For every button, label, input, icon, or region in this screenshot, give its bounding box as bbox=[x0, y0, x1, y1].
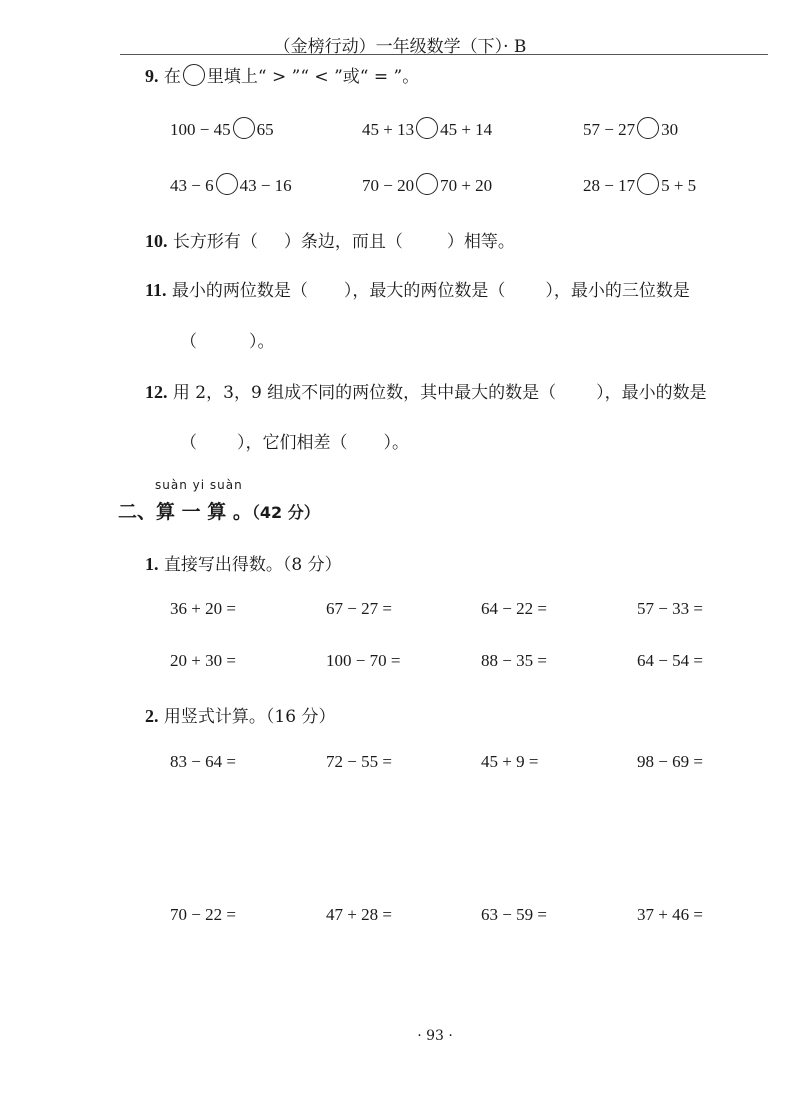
math-problem: 45 + 9 = bbox=[481, 752, 539, 771]
compare-circle-blank[interactable] bbox=[637, 173, 659, 195]
question-text: （ bbox=[180, 332, 197, 352]
compare-circle-blank[interactable] bbox=[416, 117, 438, 139]
question-text: 用竖式计算。（16 分） bbox=[163, 707, 336, 727]
question-text: 直接写出得数。（8 分） bbox=[163, 555, 342, 575]
question-number: 2. bbox=[145, 706, 159, 726]
question-text: 最小的两位数是（ bbox=[171, 281, 308, 301]
question-text: ）相等。 bbox=[446, 232, 515, 252]
page-number: · 93 · bbox=[417, 1028, 453, 1044]
compare-right: 43 − 16 bbox=[239, 176, 292, 195]
compare-item bbox=[583, 117, 678, 140]
section-pinyin: suàn yi suàn bbox=[155, 478, 243, 492]
math-problem: 47 + 28 = bbox=[326, 905, 392, 924]
compare-left: 45 + 13 bbox=[362, 120, 415, 139]
compare-right: 70 + 20 bbox=[440, 176, 493, 195]
compare-left: 57 − 27 bbox=[583, 120, 636, 139]
question-number: 9. bbox=[145, 66, 159, 86]
question-text: 长方形有（ bbox=[172, 232, 258, 252]
question-text: ），最小的数是 bbox=[596, 383, 707, 403]
math-problem: 100 − 70 = bbox=[326, 651, 401, 670]
compare-item bbox=[362, 117, 492, 140]
question-text: ），最大的两位数是（ bbox=[343, 281, 506, 301]
question-11-continued bbox=[180, 327, 275, 352]
question-number: 1. bbox=[145, 554, 159, 574]
compare-circle-blank[interactable] bbox=[637, 117, 659, 139]
question-text-before: 在 bbox=[163, 67, 181, 87]
question-text: ），最小的三位数是 bbox=[545, 281, 690, 301]
compare-right: 5 + 5 bbox=[661, 176, 697, 195]
compare-item bbox=[362, 173, 492, 196]
section-title: 二、算 一 算 。 bbox=[118, 501, 252, 523]
question-11 bbox=[145, 276, 690, 301]
compare-left: 43 − 6 bbox=[170, 176, 214, 195]
compare-circle-blank[interactable] bbox=[233, 117, 255, 139]
compare-right: 65 bbox=[256, 120, 274, 139]
question-number: 12. bbox=[145, 382, 168, 402]
question-text: ），它们相差（ bbox=[237, 433, 348, 453]
compare-item bbox=[583, 173, 696, 196]
compare-right: 30 bbox=[661, 120, 679, 139]
header-divider bbox=[120, 54, 768, 55]
question-12 bbox=[145, 378, 707, 403]
question-10 bbox=[145, 227, 515, 252]
section-points: （42 分） bbox=[251, 503, 320, 522]
math-problem: 63 − 59 = bbox=[481, 905, 547, 924]
section2-question-2 bbox=[145, 702, 335, 727]
question-number: 11. bbox=[145, 280, 167, 300]
compare-circle-blank[interactable] bbox=[216, 173, 238, 195]
question-text: （ bbox=[180, 433, 197, 453]
compare-right: 45 + 14 bbox=[440, 120, 493, 139]
math-problem: 70 − 22 = bbox=[170, 905, 236, 924]
math-problem: 36 + 20 = bbox=[170, 599, 236, 618]
question-text: ）。 bbox=[249, 332, 275, 352]
page-header-title: （金榜行动）一年级数学（下）· B bbox=[273, 37, 527, 57]
math-problem: 64 − 54 = bbox=[637, 651, 703, 670]
compare-left: 70 − 20 bbox=[362, 176, 415, 195]
math-problem: 67 − 27 = bbox=[326, 599, 392, 618]
section2-question-1 bbox=[145, 550, 342, 575]
question-text-after: 里填上“ > ”“ < ”或“ = ”。 bbox=[206, 67, 420, 87]
question-text: 用 2，3，9 组成不同的两位数，其中最大的数是（ bbox=[172, 383, 557, 403]
question-text: ）条边，而且（ bbox=[283, 232, 403, 252]
question-12-continued bbox=[180, 428, 409, 453]
math-problem: 88 − 35 = bbox=[481, 651, 547, 670]
compare-left: 28 − 17 bbox=[583, 176, 636, 195]
math-problem: 57 − 33 = bbox=[637, 599, 703, 618]
question-9 bbox=[145, 62, 419, 87]
math-problem: 72 − 55 = bbox=[326, 752, 392, 771]
math-problem: 20 + 30 = bbox=[170, 651, 236, 670]
math-problem: 64 − 22 = bbox=[481, 599, 547, 618]
compare-item bbox=[170, 173, 292, 196]
math-problem: 98 − 69 = bbox=[637, 752, 703, 771]
circle-blank-icon bbox=[183, 64, 205, 86]
compare-left: 100 − 45 bbox=[170, 120, 231, 139]
compare-circle-blank[interactable] bbox=[416, 173, 438, 195]
section-heading bbox=[118, 497, 320, 524]
question-text: ）。 bbox=[383, 433, 409, 453]
math-problem: 37 + 46 = bbox=[637, 905, 703, 924]
compare-item bbox=[170, 117, 274, 140]
question-number: 10. bbox=[145, 231, 168, 251]
math-problem: 83 − 64 = bbox=[170, 752, 236, 771]
